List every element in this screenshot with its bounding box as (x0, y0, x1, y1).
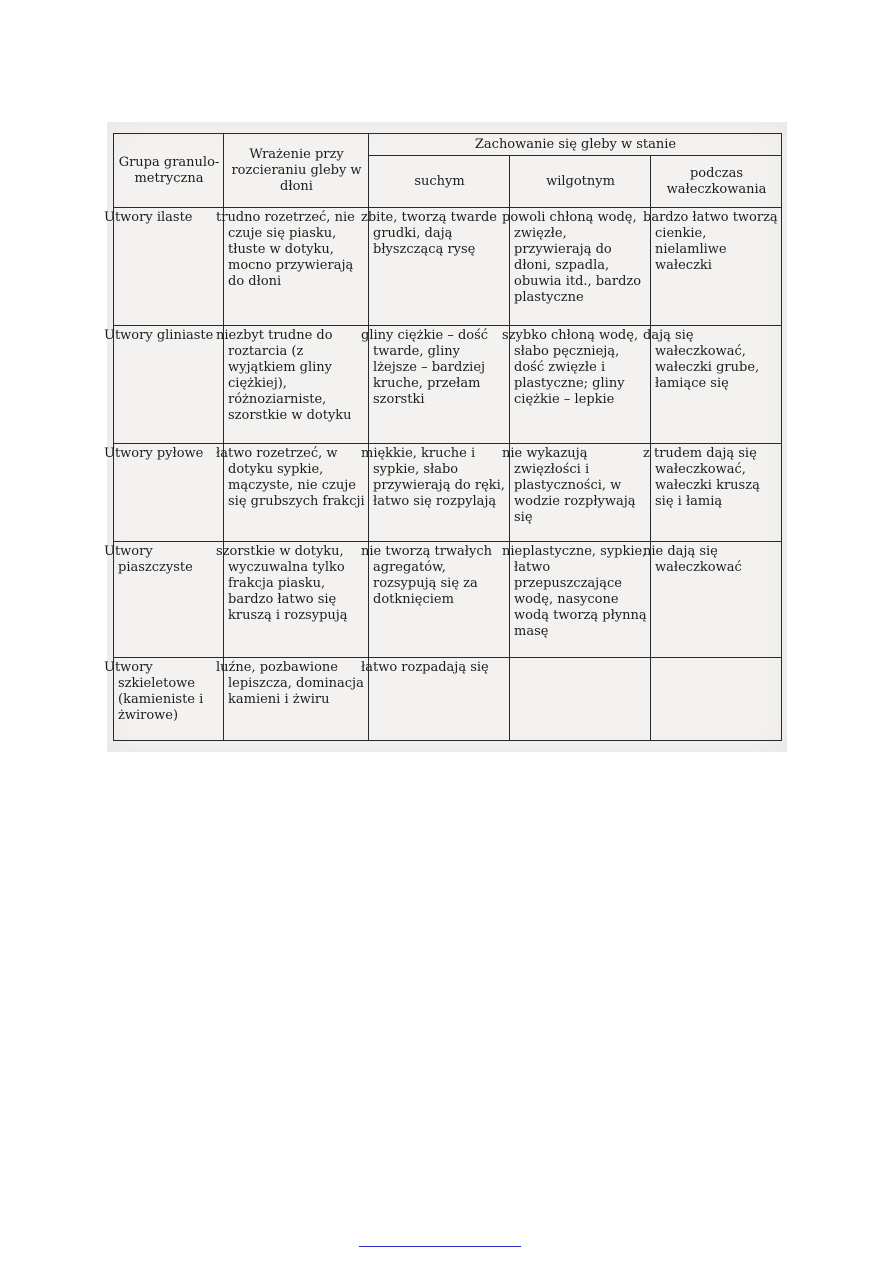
table-header (114, 134, 782, 208)
cell-rolling (651, 658, 782, 741)
table-row (114, 326, 782, 444)
cell-group: Utwory piaszczyste (114, 542, 224, 658)
cell-rolling: dają się wałeczkować, wałeczki grube, łamiące się (651, 326, 782, 444)
cell-rubbing: łatwo rozetrzeć, w dotyku sypkie, mączyste, nie czuje się grubszych frakcji (224, 444, 369, 542)
cell-group: Utwory ilaste (114, 208, 224, 326)
cell-group: Utwory gliniaste (114, 326, 224, 444)
cell-dry: nie tworzą trwałych agregatów, rozsypują się za dotknięciem (369, 542, 510, 658)
table-body (104, 208, 782, 741)
soil-granulometric-table (104, 133, 782, 741)
cell-rolling: bardzo łatwo tworzą cienkie, nielamliwe wałeczki (651, 208, 782, 326)
table-row (114, 542, 782, 658)
table-row (114, 444, 782, 542)
header-rolling: podczas wałeczkowania (651, 156, 782, 208)
cell-rubbing: luźne, pozbawione lepiszcza, dominacja kamieni i żwiru (224, 658, 369, 741)
cell-rubbing: niezbyt trudne do roztarcia (z wyjątkiem gliny ciężkiej), różnoziarniste, szorstkie w dotyku (224, 326, 369, 444)
header-behaviour: Zachowanie się gleby w stanie (369, 134, 782, 156)
header-group: Grupa granulo-metryczna (114, 134, 224, 208)
table-row (114, 208, 782, 326)
cell-wet: powoli chłoną wodę, zwięzłe, przywierają do dłoni, szpadla, obuwia itd., bardzo plastyczne (510, 208, 651, 326)
cell-dry: gliny ciężkie – dość twarde, gliny lżejsze – bardziej kruche, przełam szorstki (369, 326, 510, 444)
cell-group: Utwory pyłowe (114, 444, 224, 542)
cell-rolling: nie dają się wałeczkować (651, 542, 782, 658)
cell-rubbing: szorstkie w dotyku, wyczuwalna tylko frakcja piasku, bardzo łatwo się kruszą i rozsypują (224, 542, 369, 658)
cell-wet: nieplastyczne, sypkie, łatwo przepuszczające wodę, nasycone wodą tworzą płynną masę (510, 542, 651, 658)
cell-dry: miękkie, kruche i sypkie, słabo przywierają do ręki, łatwo się rozpylają (369, 444, 510, 542)
header-dry: suchym (369, 156, 510, 208)
cell-dry: łatwo rozpadają się (369, 658, 510, 741)
cell-wet: szybko chłoną wodę, słabo pęcznieją, dość zwięzłe i plastyczne; gliny ciężkie – lepkie (510, 326, 651, 444)
table-row (114, 658, 782, 741)
header-wet: wilgotnym (510, 156, 651, 208)
header-rubbing: Wrażenie przy rozcieraniu gleby w dłoni (224, 134, 369, 208)
cell-wet (510, 658, 651, 741)
cell-wet: nie wykazują zwięzłości i plastyczności, w wodzie rozpływają się (510, 444, 651, 542)
cell-rolling: z trudem dają się wałeczkować, wałeczki kruszą się i łamią (651, 444, 782, 542)
cell-dry: zbite, tworzą twarde grudki, dają błyszczącą rysę (369, 208, 510, 326)
cell-group: Utwory szkieletowe (kamieniste i żwirowe) (114, 658, 224, 741)
cell-rubbing: trudno rozetrzeć, nie czuje się piasku, tłuste w dotyku, mocno przywierają do dłoni (224, 208, 369, 326)
footer-link-underline (359, 1246, 521, 1247)
